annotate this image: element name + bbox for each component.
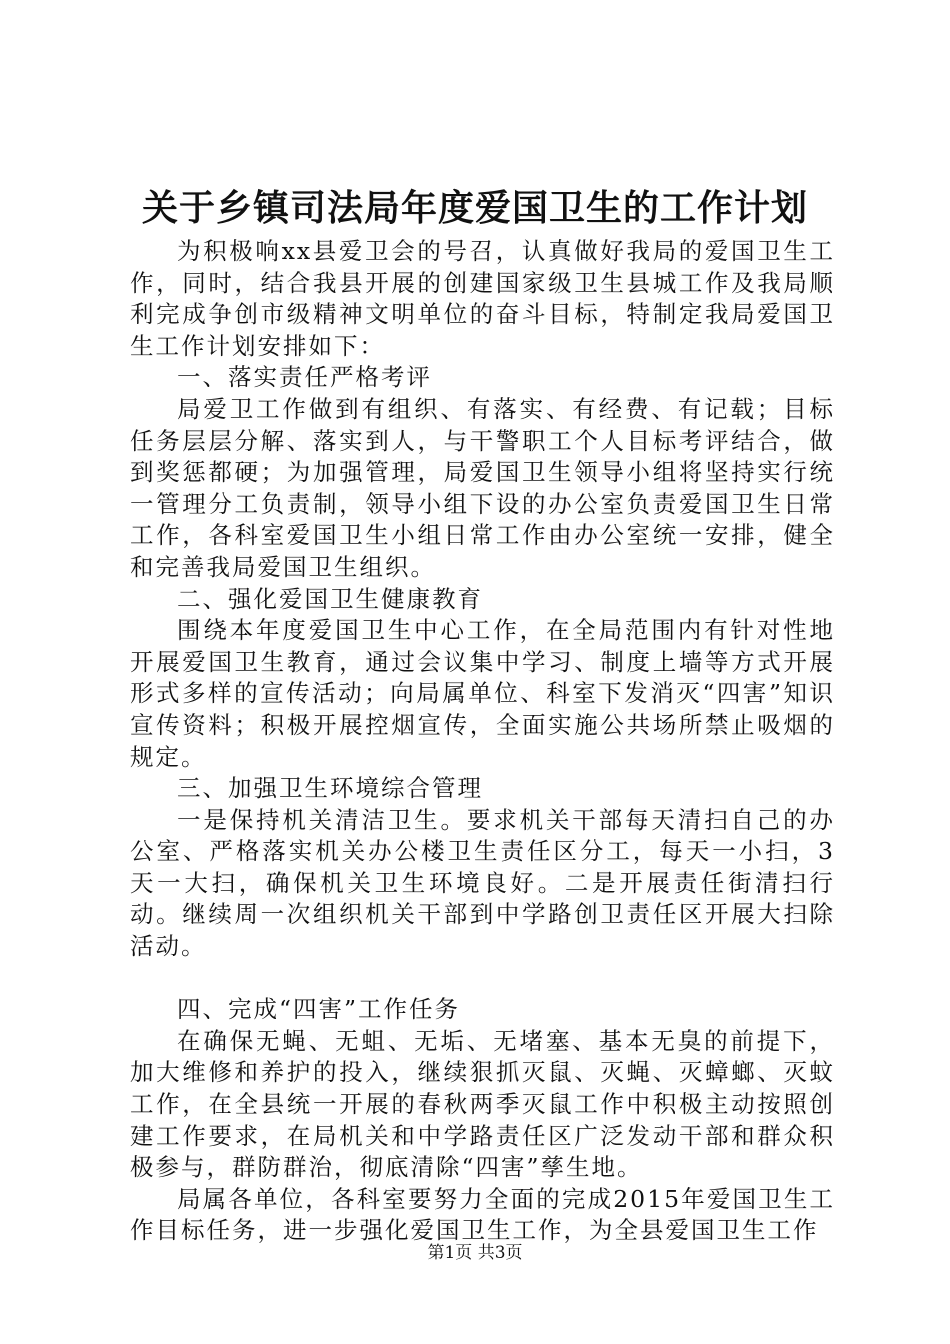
section-paragraph-1: 局爱卫工作做到有组织、有落实、有经费、有记载；目标任务层层分解、落实到人，与干警职工个人目标考评结合，做到奖惩都硬；为加强管理，局爱国卫生领导小组将坚持实行统一管理分工负责制，领导小组下设的办公室负责爱国卫生日常工作，各科室爱国卫生小组日常工作由办公室统一安排，健全和完善我局爱国卫生组织。 — [130, 394, 835, 581]
section-paragraph-2: 围绕本年度爱国卫生中心工作，在全局范围内有针对性地开展爱国卫生教育，通过会议集中学习、制度上墙等方式开展形式多样的宣传活动；向局属单位、科室下发消灭“四害”知识宣传资料；积极开展控烟宣传，全面实施公共场所禁止吸烟的规定。 — [130, 616, 835, 771]
section-paragraph-3: 一是保持机关清洁卫生。要求机关干部每天清扫自己的办公室、严格落实机关办公楼卫生责任区分工，每天一小扫，3天一大扫，确保机关卫生环境良好。二是开展责任街清扫行动。继续周一次组织机关干部到中学路创卫责任区开展大扫除活动。 — [130, 805, 835, 961]
section-heading-2: 二、强化爱国卫生健康教育 — [177, 584, 483, 613]
section-paragraph-4: 在确保无蝇、无蛆、无垢、无堵塞、基本无臭的前提下，加大维修和养护的投入，继续狠抓灭鼠、灭蝇、灭蟑螂、灭蚊工作，在全县统一开展的春秋两季灭鼠工作中积极主动按照创建工作要求，在局机关和中学路责任区广泛发动干部和群众积极参与，群防群治，彻底清除“四害”孳生地。 — [130, 1026, 835, 1182]
closing-paragraph: 局属各单位，各科室要努力全面的完成2015年爱国卫生工作目标任务，进一步强化爱国卫生工作，为全县爱国卫生工作 — [130, 1184, 835, 1245]
document-body — [130, 236, 835, 1247]
paragraph-gap — [130, 963, 835, 995]
document-title: 关于乡镇司法局年度爱国卫生的工作计划 — [141, 187, 808, 229]
section-heading-3: 三、加强卫生环境综合管理 — [177, 774, 483, 803]
section-heading-4: 四、完成“四害”工作任务 — [177, 995, 461, 1024]
page-footer: 第1页 共3页 — [427, 1243, 523, 1263]
intro-paragraph: 为积极响xx县爱卫会的号召，认真做好我局的爱国卫生工作，同时，结合我县开展的创建国家级卫生县城工作及我局顺利完成争创市级精神文明单位的奋斗目标，特制定我局爱国卫生工作计划安排如下： — [130, 237, 835, 360]
section-heading-1: 一、落实责任严格考评 — [177, 363, 432, 392]
